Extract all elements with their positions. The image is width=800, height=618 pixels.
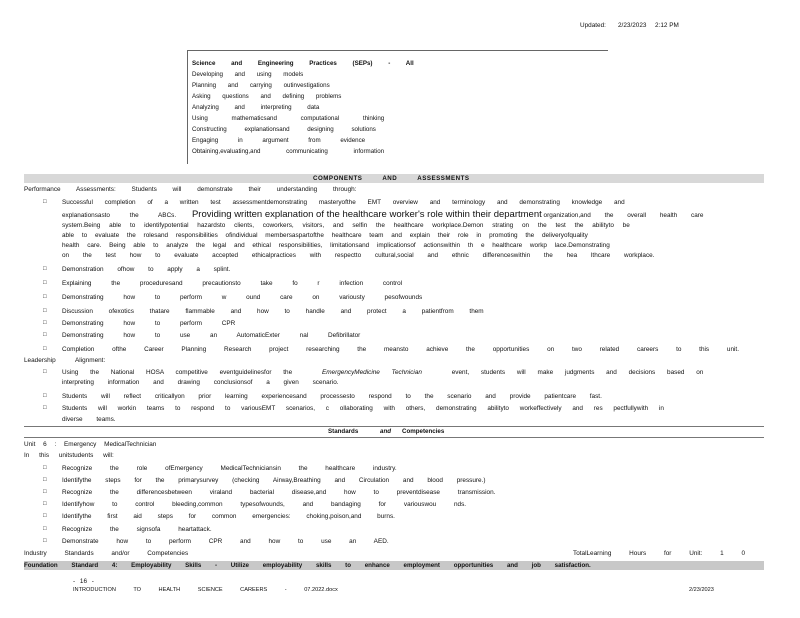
sep-item: Engaging in argument from evidence [192,137,366,144]
footer-date: 2/23/2023 [689,587,714,593]
bullet-icon: □ [43,294,47,300]
bullet-icon: □ [43,477,47,483]
sep-item: Planning and carrying outinvestigations [192,82,330,89]
updated-label: Updated: [580,22,606,29]
performance-text-row [62,209,770,220]
performance-item: Demonstrating how to perform CPR [62,320,236,327]
performance-item: Discussion ofexotics thatare flammable and how to handle and protect a patientfrom them [62,308,484,315]
bullet-icon: □ [43,513,47,519]
bullet-icon: □ [43,369,47,375]
updated-date: 2/23/2023 [618,22,647,29]
performance-text: health care. Being able to analyze the legal and ethical responsibilities, limitationsand implicationsof actionswithin th e healthcare workp lace.Demonstrating [62,242,610,249]
bullet-icon: □ [43,280,47,286]
divider [24,426,764,427]
foundation-standard: Foundation Standard 4: Employability Skills - Utilize employability skills to enhance employment opportunities and job satisfaction. [24,562,591,569]
bullet-icon: □ [43,393,47,399]
industry-label: Industry Standards and/or Competencies [24,550,189,557]
divider [24,437,764,438]
leadership-text: Students will reflect criticallyon prior learning experiencesand processesto respond to the scenario and provide patientcare fast. [62,393,602,400]
updated-time: 2:12 PM [655,22,679,29]
components-header: COMPONENTS AND ASSESSMENTS [313,175,470,182]
performance-text: organization,and the overall health care [543,212,704,219]
leadership-text: event, students will make judgments and decisions based on [451,369,704,376]
bullet-icon: □ [43,489,47,495]
unit-item: Identifythe steps for the primarysurvey (checking Airway,Breathing and Circulation and blood pressure.) [62,477,486,484]
performance-item: Demonstrating how to perform w ound care on variousty pesofwounds [62,294,423,301]
unit-item: Identifyhow to control bleeding,common typesofwounds, and bandaging for variouswou nds. [62,501,467,508]
performance-text: explanationsasto the ABCs. [62,212,177,219]
bullet-icon: □ [43,465,47,471]
unit-item: Recognize the differencesbetween viraland bacterial disease,and how to preventdisease transmission. [62,489,496,496]
leadership-text: diverse teams. [62,416,116,423]
unit-item: Recognize the role ofEmergency MedicalTechniciansin the healthcare industry. [62,465,397,472]
bullet-icon: □ [43,526,47,532]
unit-title: Unit 6 : Emergency MedicalTechnician [24,441,157,448]
sep-item: Developing and using models [192,71,304,78]
leadership-text: interpreting information and drawing conclusionsof a given scenario. [62,379,339,386]
performance-text: on the test how to evaluate accepted ethicalpractices with respectto cultural,social and ethnic differenceswithin the hea lthcare workplace. [62,252,655,259]
performance-label: Performance Assessments: Students will demonstrate their understanding through: [24,186,357,193]
performance-text: able to evaluate the rolesand responsibilities ofindividual membersaspartofthe healthcare team and explain their role in promoting the deliveryofquality [62,232,588,239]
unit-intro: In this unitstudents will: [24,452,114,459]
sep-item: Asking questions and defining problems [192,93,342,100]
leadership-text: Using the National HOSA competitive eventguidelinesfor the [62,369,293,376]
sep-item: Using mathematicsand computational thinking [192,115,385,122]
sep-title: Science and Engineering Practices (SEPs) - All [192,60,414,67]
leadership-label: Leadership Alignment: [24,357,106,364]
performance-item: Demonstration ofhow to apply a splint. [62,266,231,273]
document-name: INTRODUCTION TO HEALTH SCIENCE CAREERS - 07.2022.docx [73,587,338,593]
sep-item: Constructing explanationsand designing solutions [192,126,376,133]
performance-text-large: Providing written explanation of the healthcare worker's role within their department [191,209,542,220]
unit-item: Demonstrate how to perform CPR and how to use an AED. [62,538,389,545]
sep-item: Analyzing and interpreting data [192,104,320,111]
leadership-event-name: EmergencyMedicine Technician [321,369,422,376]
standards-header-a: Standards [328,428,359,435]
leadership-text: Students will workin teams to respond to variousEMT scenarios, c ollaborating with others, demonstrating abilityto workeffectively and res pectfullywith in [62,405,664,412]
bullet-icon: □ [43,346,47,352]
bullet-icon: □ [43,266,47,272]
bullet-icon: □ [43,538,47,544]
unit-item: Identifythe first aid steps for common emergencies: choking,poison,and burns. [62,513,395,520]
performance-item: Explaining the proceduresand precautionsto take fo r infection control [62,280,403,287]
bullet-icon: □ [43,332,47,338]
leadership-text-row [62,369,770,376]
performance-item: Completion ofthe Career Planning Research project researching the meansto achieve the opportunities on two related careers to this unit. [62,346,739,353]
bullet-icon: □ [43,308,47,314]
performance-item: Demonstrating how to use an AutomaticExter nal Defibrillator [62,332,361,339]
total-hours: TotalLearning Hours for Unit: 1 0 [573,550,746,557]
standards-header-b: and [380,428,392,435]
page-number: - 16 - [73,578,94,585]
bullet-icon: □ [43,501,47,507]
standards-header-c: Competencies [402,428,445,435]
bullet-icon: □ [43,405,47,411]
performance-text: system.Being able to identifypotential hazardsto clients, coworkers, visitors, and selfin the healthcare workplace.Demon strating on the test the abilityto be [62,222,630,229]
unit-item: Recognize the signsofa heartattack. [62,526,212,533]
bullet-icon: □ [43,320,47,326]
performance-text: Successful completion of a written test assessmentdemonstrating masteryofthe EMT overview and terminology and demonstrating knowledge and [62,199,625,206]
sep-item: Obtaining,evaluating,and communicating information [192,148,385,155]
bullet-icon: □ [43,199,47,205]
